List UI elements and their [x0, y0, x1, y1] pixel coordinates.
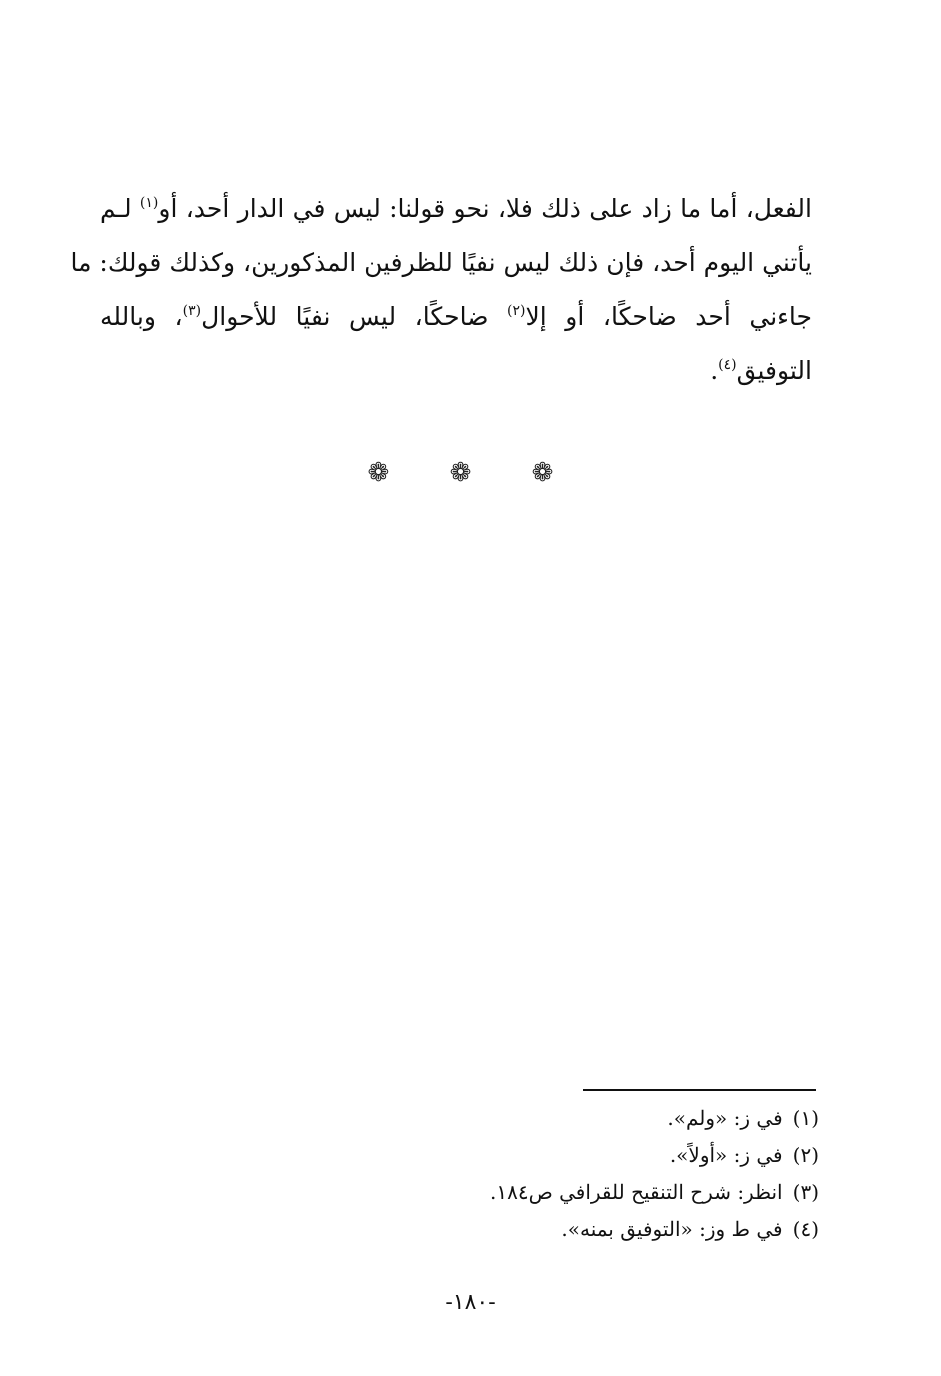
footnote-text: في ز: «ولم». [667, 1106, 783, 1130]
main-paragraph [70, 182, 812, 398]
footnote-number: (٢) [792, 1143, 819, 1167]
page-number: -١٨٠- [445, 1290, 496, 1315]
footnote-number: (٣) [792, 1180, 819, 1204]
text-line-4 [100, 344, 812, 398]
footnote-text: في ط وز: «التوفيق بمنه». [561, 1217, 783, 1241]
flower-ornament-icon: ❁ [367, 458, 410, 488]
text-line-1 [100, 182, 812, 236]
text-segment: لـم [100, 194, 140, 223]
text-line-3 [100, 290, 812, 344]
section-divider [0, 458, 941, 488]
footnotes [299, 1100, 819, 1248]
footnote-ref-3[interactable]: (٣) [182, 303, 202, 319]
footnote-text: انظر: شرح التنقيح للقرافي ص١٨٤. [489, 1180, 783, 1204]
footnote-separator [583, 1089, 816, 1091]
footnote-ref-4[interactable]: (٤) [718, 357, 737, 373]
flower-ornament-icon: ❁ [449, 458, 492, 488]
text-segment: ، وبالله [100, 302, 183, 331]
text-segment: يأتني اليوم أحد، فإن ذلك ليس نفيًا للظرفين المذكورين، وكذلك قولك: ما [70, 248, 812, 277]
flower-ornament-icon: ❁ [531, 458, 574, 488]
text-segment: الفعل، أما ما زاد على ذلك فلا، نحو قولنا: ليس في الدار أحد، أو [158, 194, 812, 223]
footnote-3 [299, 1174, 819, 1211]
footnote-number: (٤) [792, 1217, 819, 1241]
footnote-1 [299, 1100, 819, 1137]
footnote-text: في ز: «أولاً». [669, 1143, 783, 1167]
text-segment: التوفيق [736, 356, 812, 385]
text-line-2 [70, 236, 812, 290]
text-segment: جاءني أحد ضاحكًا، أو إلا [525, 302, 812, 331]
footnote-4 [299, 1211, 819, 1248]
footnote-number: (١) [792, 1106, 819, 1130]
footnote-2 [299, 1137, 819, 1174]
text-segment: ضاحكًا، ليس نفيًا للأحوال [201, 302, 508, 331]
footnote-ref-1[interactable]: (١) [139, 195, 159, 211]
text-segment: . [710, 356, 719, 385]
footnote-ref-2[interactable]: (٢) [507, 303, 526, 319]
